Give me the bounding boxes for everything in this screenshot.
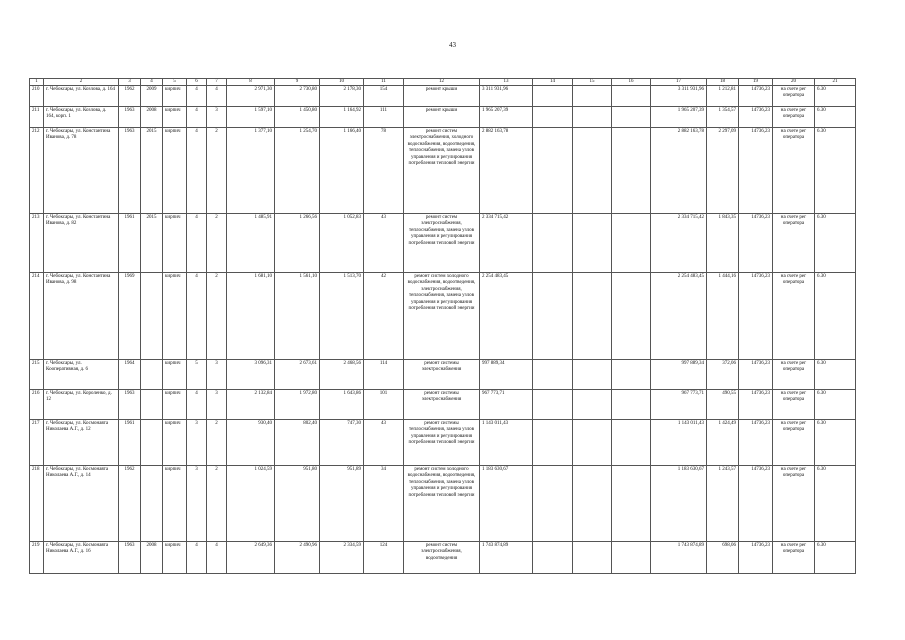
limit-cost-cell: 14736,23 <box>739 213 773 272</box>
entrances-cell: 3 <box>207 389 227 419</box>
term-cell: 6.30 <box>815 419 856 465</box>
floors-cell: 4 <box>187 213 207 272</box>
column-15-cell <box>573 213 612 272</box>
column-16-cell <box>612 272 651 359</box>
table-row <box>30 85 856 106</box>
work-type-cell: ремонт системы электроснабжения <box>404 389 480 419</box>
residents-cell: 154 <box>364 85 404 106</box>
cost-fund-cell: 2 882 163,78 <box>651 127 707 213</box>
year-built-cell: 1964 <box>119 359 141 389</box>
floors-cell: 3 <box>187 465 207 541</box>
address-cell: г. Чебоксары, ул. Козлова, д. 164 <box>44 85 119 106</box>
residents-cell: 124 <box>364 541 404 573</box>
unit-cost-cell: 372,06 <box>707 359 739 389</box>
column-14-cell <box>533 465 573 541</box>
page-number: 43 <box>449 41 456 49</box>
table-row <box>30 419 856 465</box>
area-total-cell: 930,40 <box>227 419 275 465</box>
funding-method-cell: на счете рег оператора <box>773 465 815 541</box>
limit-cost-cell: 14736,23 <box>739 419 773 465</box>
column-number: 8 <box>227 79 275 86</box>
column-number: 4 <box>141 79 163 86</box>
wall-material-cell: кирпич <box>163 106 187 127</box>
column-14-cell <box>533 127 573 213</box>
column-15-cell <box>573 541 612 573</box>
address-cell: г. Чебоксары, ул. Константина Иванова, д. 98 <box>44 272 119 359</box>
wall-material-cell: кирпич <box>163 85 187 106</box>
wall-material-cell: кирпич <box>163 213 187 272</box>
term-cell: 6.30 <box>815 541 856 573</box>
cost-total-cell: 1 143 011,43 <box>480 419 533 465</box>
floors-cell: 4 <box>187 106 207 127</box>
unit-cost-cell: 1 212,81 <box>707 85 739 106</box>
year-last-repair-cell <box>141 272 163 359</box>
column-14-cell <box>533 359 573 389</box>
funding-method-cell: на счете рег оператора <box>773 419 815 465</box>
cost-total-cell: 2 254 483,45 <box>480 272 533 359</box>
area-total-cell: 2 649,36 <box>227 541 275 573</box>
area-owned-cell: 1 166,40 <box>320 127 364 213</box>
column-number: 17 <box>651 79 707 86</box>
address-cell: г. Чебоксары, ул. Космонавта Николаева А.Г., д. 12 <box>44 419 119 465</box>
area-owned-cell: 1 052,83 <box>320 213 364 272</box>
area-owned-cell: 1 164,92 <box>320 106 364 127</box>
cost-fund-cell: 2 254 483,45 <box>651 272 707 359</box>
wall-material-cell: кирпич <box>163 541 187 573</box>
address-cell: г. Чебоксары, ул. Космонавта Николаева А.Г., д. 14 <box>44 465 119 541</box>
cost-total-cell: 1 965 207,39 <box>480 106 533 127</box>
row-number-cell: 216 <box>30 389 44 419</box>
cost-fund-cell: 967 773,71 <box>651 389 707 419</box>
floors-cell: 4 <box>187 127 207 213</box>
cost-fund-cell: 997 889,34 <box>651 359 707 389</box>
entrances-cell: 2 <box>207 465 227 541</box>
year-last-repair-cell <box>141 419 163 465</box>
year-last-repair-cell <box>141 359 163 389</box>
funding-method-cell: на счете рег оператора <box>773 359 815 389</box>
address-cell: г. Чебоксары, ул. Константина Иванова, д. 82 <box>44 213 119 272</box>
column-14-cell <box>533 541 573 573</box>
year-built-cell: 1961 <box>119 213 141 272</box>
residents-cell: 42 <box>364 272 404 359</box>
term-cell: 6.30 <box>815 465 856 541</box>
table-row <box>30 106 856 127</box>
term-cell: 6.30 <box>815 213 856 272</box>
residents-cell: 34 <box>364 465 404 541</box>
area-total-cell: 1 377,10 <box>227 127 275 213</box>
work-type-cell: ремонт крыши <box>404 106 480 127</box>
entrances-cell: 2 <box>207 272 227 359</box>
cost-total-cell: 967 773,71 <box>480 389 533 419</box>
funding-method-cell: на счете рег оператора <box>773 389 815 419</box>
column-number: 5 <box>163 79 187 86</box>
work-type-cell: ремонт системы теплоснабжения, замена узлов управления и регулирования потребления тепловой энергии <box>404 419 480 465</box>
work-type-cell: ремонт систем холодного водоснабжения, водоотведения, электроснабжения, теплоснабжения, замена узлов управления и регулирования потребления тепловой энергии <box>404 272 480 359</box>
column-15-cell <box>573 359 612 389</box>
column-14-cell <box>533 213 573 272</box>
term-cell: 6.30 <box>815 272 856 359</box>
cost-fund-cell: 1 183 630,67 <box>651 465 707 541</box>
entrances-cell: 4 <box>207 85 227 106</box>
area-owned-cell: 2 468,56 <box>320 359 364 389</box>
entrances-cell: 3 <box>207 106 227 127</box>
column-number: 10 <box>320 79 364 86</box>
year-last-repair-cell: 2015 <box>141 213 163 272</box>
year-built-cell: 1962 <box>119 85 141 106</box>
wall-material-cell: кирпич <box>163 359 187 389</box>
cost-total-cell: 1 743 874,89 <box>480 541 533 573</box>
year-last-repair-cell <box>141 389 163 419</box>
term-cell: 6.30 <box>815 106 856 127</box>
area-total-cell: 1 681,10 <box>227 272 275 359</box>
area-total-cell: 1 024,59 <box>227 465 275 541</box>
row-number-cell: 218 <box>30 465 44 541</box>
column-15-cell <box>573 389 612 419</box>
year-built-cell: 1961 <box>119 419 141 465</box>
entrances-cell: 2 <box>207 127 227 213</box>
unit-cost-cell: 1 843,35 <box>707 213 739 272</box>
column-number: 7 <box>207 79 227 86</box>
area-living-cell: 2 730,80 <box>275 85 320 106</box>
work-type-cell: ремонт крыши <box>404 85 480 106</box>
limit-cost-cell: 14736,23 <box>739 106 773 127</box>
residents-cell: 114 <box>364 359 404 389</box>
address-cell: г. Чебоксары, ул. Космонавта Николаева А.Г., д. 16 <box>44 541 119 573</box>
column-14-cell <box>533 85 573 106</box>
area-living-cell: 1 972,80 <box>275 389 320 419</box>
unit-cost-cell: 1 243,57 <box>707 465 739 541</box>
area-owned-cell: 1 643,86 <box>320 389 364 419</box>
limit-cost-cell: 14736,23 <box>739 272 773 359</box>
area-living-cell: 2 673,61 <box>275 359 320 389</box>
area-owned-cell: 1 513,70 <box>320 272 364 359</box>
cost-fund-cell: 1 743 874,89 <box>651 541 707 573</box>
funding-method-cell: на счете рег оператора <box>773 85 815 106</box>
residents-cell: 43 <box>364 213 404 272</box>
work-type-cell: ремонт систем электроснабжения, водоотведения <box>404 541 480 573</box>
column-16-cell <box>612 419 651 465</box>
year-last-repair-cell <box>141 465 163 541</box>
address-cell: г. Чебоксары, ул. Константина Иванова, д. 78 <box>44 127 119 213</box>
cost-total-cell: 2 334 715,42 <box>480 213 533 272</box>
wall-material-cell: кирпич <box>163 272 187 359</box>
unit-cost-cell: 2 297,09 <box>707 127 739 213</box>
cost-total-cell: 997 889,34 <box>480 359 533 389</box>
limit-cost-cell: 14736,23 <box>739 85 773 106</box>
table-row <box>30 389 856 419</box>
column-16-cell <box>612 389 651 419</box>
column-number: 3 <box>119 79 141 86</box>
wall-material-cell: кирпич <box>163 389 187 419</box>
limit-cost-cell: 14736,23 <box>739 127 773 213</box>
column-16-cell <box>612 106 651 127</box>
limit-cost-cell: 14736,23 <box>739 541 773 573</box>
work-type-cell: ремонт системы электроснабжения <box>404 359 480 389</box>
column-15-cell <box>573 419 612 465</box>
column-number: 19 <box>739 79 773 86</box>
column-number: 16 <box>612 79 651 86</box>
column-16-cell <box>612 213 651 272</box>
residents-cell: 43 <box>364 419 404 465</box>
area-owned-cell: 747,30 <box>320 419 364 465</box>
year-built-cell: 1963 <box>119 127 141 213</box>
floors-cell: 4 <box>187 541 207 573</box>
column-14-cell <box>533 419 573 465</box>
column-16-cell <box>612 465 651 541</box>
column-number: 9 <box>275 79 320 86</box>
entrances-cell: 2 <box>207 213 227 272</box>
column-number: 13 <box>480 79 533 86</box>
floors-cell: 4 <box>187 272 207 359</box>
year-last-repair-cell: 2008 <box>141 106 163 127</box>
area-total-cell: 2 132,84 <box>227 389 275 419</box>
column-15-cell <box>573 106 612 127</box>
year-built-cell: 1963 <box>119 541 141 573</box>
area-living-cell: 951,80 <box>275 465 320 541</box>
column-15-cell <box>573 465 612 541</box>
column-16-cell <box>612 541 651 573</box>
area-owned-cell: 2 178,30 <box>320 85 364 106</box>
column-number: 20 <box>773 79 815 86</box>
cost-total-cell: 2 882 163,78 <box>480 127 533 213</box>
floors-cell: 4 <box>187 85 207 106</box>
year-last-repair-cell: 2009 <box>141 85 163 106</box>
year-built-cell: 1962 <box>119 465 141 541</box>
residents-cell: 101 <box>364 389 404 419</box>
row-number-cell: 211 <box>30 106 44 127</box>
area-owned-cell: 951,89 <box>320 465 364 541</box>
unit-cost-cell: 1 424,49 <box>707 419 739 465</box>
work-type-cell: ремонт систем холодного водоснабжения, водоотведения, теплоснабжения, замена узлов управления и регулирования потребления тепловой энергии <box>404 465 480 541</box>
table-row <box>30 127 856 213</box>
area-total-cell: 1 597,10 <box>227 106 275 127</box>
funding-method-cell: на счете рег оператора <box>773 106 815 127</box>
column-number: 15 <box>573 79 612 86</box>
term-cell: 6.30 <box>815 389 856 419</box>
floors-cell: 4 <box>187 389 207 419</box>
row-number-cell: 212 <box>30 127 44 213</box>
funding-method-cell: на счете рег оператора <box>773 272 815 359</box>
area-living-cell: 1 266,56 <box>275 213 320 272</box>
row-number-cell: 210 <box>30 85 44 106</box>
area-living-cell: 1 254,70 <box>275 127 320 213</box>
cost-total-cell: 3 311 931,96 <box>480 85 533 106</box>
column-16-cell <box>612 359 651 389</box>
term-cell: 6.30 <box>815 85 856 106</box>
area-living-cell: 1 450,80 <box>275 106 320 127</box>
limit-cost-cell: 14736,23 <box>739 389 773 419</box>
year-built-cell: 1969 <box>119 272 141 359</box>
column-16-cell <box>612 127 651 213</box>
year-last-repair-cell: 2015 <box>141 127 163 213</box>
cost-fund-cell: 1 965 207,39 <box>651 106 707 127</box>
cost-fund-cell: 3 311 931,96 <box>651 85 707 106</box>
column-15-cell <box>573 127 612 213</box>
address-cell: г. Чебоксары, ул. Козлова, д. 164, корп. 1 <box>44 106 119 127</box>
table-row <box>30 541 856 573</box>
column-14-cell <box>533 106 573 127</box>
area-living-cell: 802,40 <box>275 419 320 465</box>
area-owned-cell: 2 334,59 <box>320 541 364 573</box>
work-type-cell: ремонт систем электроснабжения, холодного водоснабжения, водоотведения, теплоснабжения, замена узлов управления и регулирования потребления тепловой энергии <box>404 127 480 213</box>
row-number-cell: 215 <box>30 359 44 389</box>
wall-material-cell: кирпич <box>163 127 187 213</box>
column-16-cell <box>612 85 651 106</box>
column-number: 12 <box>404 79 480 86</box>
floors-cell: 3 <box>187 419 207 465</box>
table-row <box>30 272 856 359</box>
floors-cell: 5 <box>187 359 207 389</box>
column-15-cell <box>573 85 612 106</box>
table-row <box>30 465 856 541</box>
wall-material-cell: кирпич <box>163 419 187 465</box>
funding-method-cell: на счете рег оператора <box>773 127 815 213</box>
unit-cost-cell: 1 444,16 <box>707 272 739 359</box>
residents-cell: 78 <box>364 127 404 213</box>
column-number: 18 <box>707 79 739 86</box>
area-living-cell: 2 490,96 <box>275 541 320 573</box>
row-number-cell: 214 <box>30 272 44 359</box>
entrances-cell: 2 <box>207 419 227 465</box>
column-number: 11 <box>364 79 404 86</box>
work-type-cell: ремонт систем электроснабжения, теплоснабжения, замена узлов управления и регулирования потребления тепловой энергии <box>404 213 480 272</box>
row-number-cell: 219 <box>30 541 44 573</box>
entrances-cell: 3 <box>207 359 227 389</box>
year-built-cell: 1963 <box>119 389 141 419</box>
cost-total-cell: 1 183 630,67 <box>480 465 533 541</box>
unit-cost-cell: 1 354,57 <box>707 106 739 127</box>
term-cell: 6.30 <box>815 127 856 213</box>
address-cell: г. Чебоксары, ул. Короленко, д. 12 <box>44 389 119 419</box>
year-built-cell: 1963 <box>119 106 141 127</box>
address-cell: г. Чебоксары, ул. Кооперативная, д. 6 <box>44 359 119 389</box>
year-last-repair-cell: 2008 <box>141 541 163 573</box>
entrances-cell: 4 <box>207 541 227 573</box>
table-row <box>30 213 856 272</box>
wall-material-cell: кирпич <box>163 465 187 541</box>
column-14-cell <box>533 389 573 419</box>
column-14-cell <box>533 272 573 359</box>
unit-cost-cell: 490,55 <box>707 389 739 419</box>
row-number-cell: 213 <box>30 213 44 272</box>
limit-cost-cell: 14736,23 <box>739 359 773 389</box>
column-number: 21 <box>815 79 856 86</box>
limit-cost-cell: 14736,23 <box>739 465 773 541</box>
column-number: 2 <box>44 79 119 86</box>
funding-method-cell: на счете рег оператора <box>773 541 815 573</box>
cost-fund-cell: 2 334 715,42 <box>651 213 707 272</box>
row-number-cell: 217 <box>30 419 44 465</box>
column-number: 6 <box>187 79 207 86</box>
column-number: 14 <box>533 79 573 86</box>
funding-method-cell: на счете рег оператора <box>773 213 815 272</box>
column-15-cell <box>573 272 612 359</box>
unit-cost-cell: 698,06 <box>707 541 739 573</box>
table-row <box>30 359 856 389</box>
column-number: 1 <box>30 79 44 86</box>
area-total-cell: 2 971,30 <box>227 85 275 106</box>
term-cell: 6.30 <box>815 359 856 389</box>
residents-cell: 111 <box>364 106 404 127</box>
capital-repair-table <box>29 78 856 574</box>
cost-fund-cell: 1 143 011,43 <box>651 419 707 465</box>
area-total-cell: 1 485,91 <box>227 213 275 272</box>
area-total-cell: 3 096,31 <box>227 359 275 389</box>
area-living-cell: 1 561,10 <box>275 272 320 359</box>
